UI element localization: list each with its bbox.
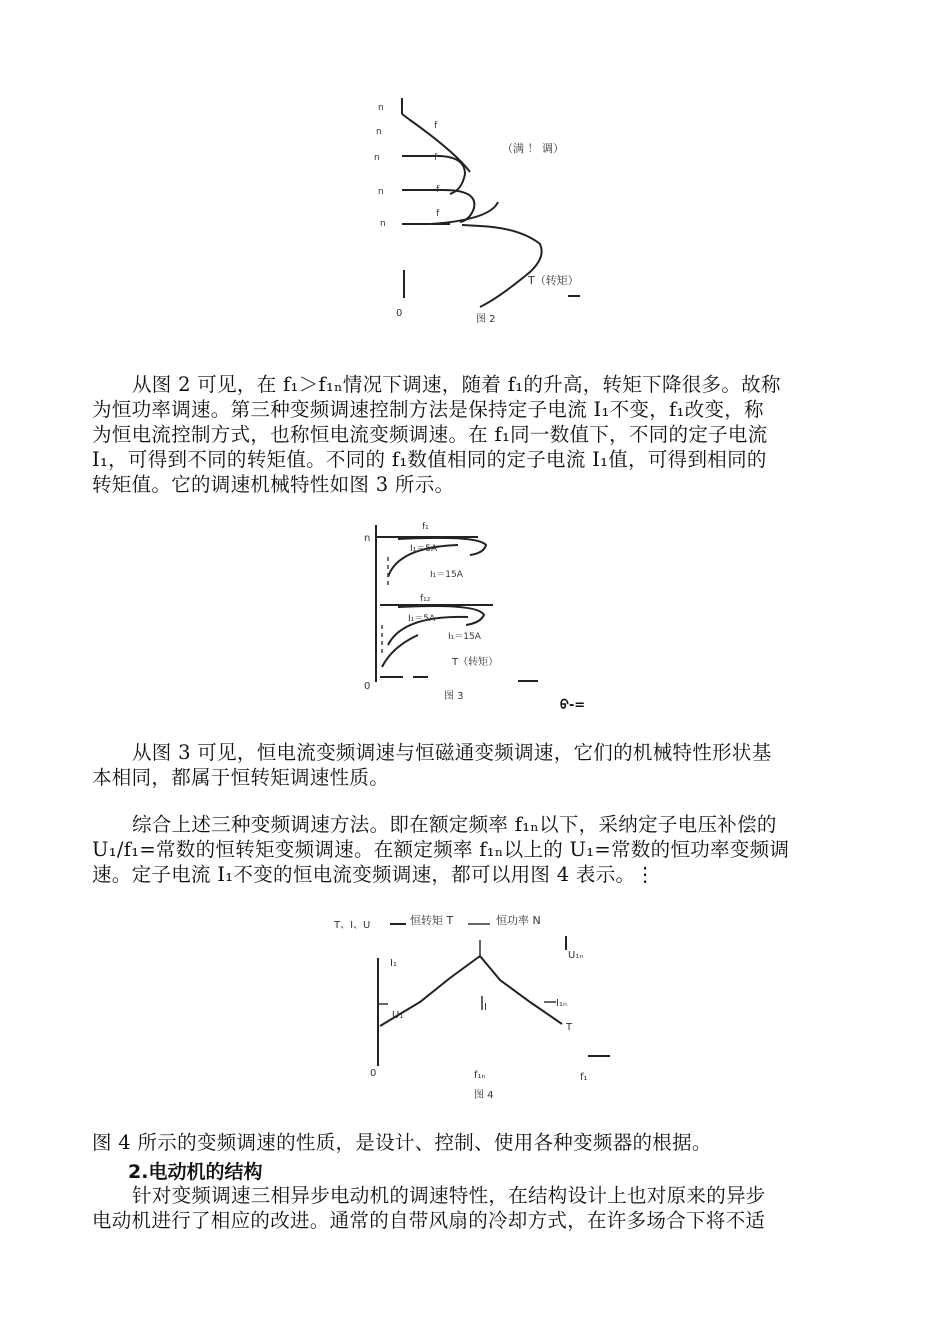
figure-2 [370,92,620,332]
fig4-label-iin: I₁ₙ [556,998,567,1009]
figure-3 [358,517,618,717]
fig2-axis-n4: n [378,187,384,197]
fig3-curve-label-3: f₁₂ [420,594,431,604]
paragraph-4-line: 图 4 所示的变频调速的性质，是设计、控制、使用各种变频器的根据。 [92,1131,712,1154]
section-heading: 2.电动机的结构 [128,1161,263,1183]
fig3-curve-label-5: I₁＝15A [448,632,481,642]
fig2-origin: 0 [396,308,403,319]
fig3-caption: 图 3 [444,691,464,702]
paragraph-4 [92,1130,860,1155]
section-paragraph-line: 针对变频调速三相异步电动机的调速特性，在结构设计上也对原来的异步 [132,1184,766,1207]
paragraph-1-line: 为恒电流控制方式，也称恒电流变频调速。在 f₁同一数值下，不同的定子电流 [92,423,768,446]
fig4-region-right: 恒功率 N [496,914,541,927]
fig2-torque-label: T（转矩） [528,274,579,287]
paragraph-1-line: 转矩值。它的调速机械特性如图 3 所示。 [92,473,455,496]
fig2-curve-f4: f [436,209,440,219]
paragraph-3-line: 综合上述三种变频调速方法。即在额定频率 f₁ₙ以下，采纳定子电压补偿的 [132,813,777,836]
fig4-axis-label: T、I、U [334,920,371,931]
figure-4-curves [378,924,610,1066]
fig4-label-u1: U₁ [392,1010,404,1021]
fig2-curve-f2: f [434,153,438,163]
fig3-f-top: f₁ [422,522,429,532]
fig2-curve-f3: f [436,185,440,195]
fig2-axis-n5: n [380,219,386,229]
paragraph-1-line: 从图 2 可见，在 f₁＞f₁ₙ情况下调速，随着 f₁的升高，转矩下降很多。故称 [132,373,781,396]
fig2-axis-n1: n [378,103,384,113]
fig3-origin: 0 [364,681,371,692]
fig4-label-t: T [566,1022,573,1033]
fig2-curve-f1: f [434,121,438,131]
fig2-caption: 图 2 [476,314,496,325]
figure-4 [330,906,630,1106]
fig4-origin: 0 [370,1068,377,1079]
fig4-caption: 图 4 [474,1090,494,1101]
fig4-label-i: I [484,1002,487,1013]
fig3-torque-label: T（转矩） [452,657,499,668]
paragraph-1-line: 为恒功率调速。第三种变频调速控制方法是保持定子电流 I₁不变，f₁改变，称 [92,398,764,421]
fig2-axis-n2: n [376,127,382,137]
fig4-x-label-f1: f₁ [580,1072,588,1083]
fig4-label-i1: I₁ [390,958,397,969]
fig2-note: （满 ！ 调） [502,142,564,155]
paragraph-2 [92,740,860,790]
paragraph-2-line: 从图 3 可见，恒电流变频调速与恒磁通变频调速，它们的机械特性形状基 [132,741,772,764]
fig4-label-uin: U₁ₙ [568,950,584,961]
fig3-curve-label-4: I₁＝5A [408,614,436,624]
fig4-region-left: 恒转矩 T [410,914,454,927]
paragraph-3-line: U₁/f₁=常数的恒转矩变频调速。在额定频率 f₁ₙ以上的 U₁=常数的恒功率变频调 [92,838,790,861]
figure-4-lines [378,924,556,1010]
section-paragraph-line: 电动机进行了相应的改进。通常的自带风扇的冷却方式，在许多场合下将不适 [92,1209,766,1232]
fig3-curve-label-1: I₁＝5A [410,544,438,554]
fig4-x-label-fin: f₁ₙ [474,1070,486,1081]
paragraph-1-line: I₁，可得到不同的转矩值。不同的 f₁数值相同的定子电流 I₁值，可得到相同的 [92,448,767,471]
fig3-n-label: n [364,533,371,544]
fig3-mark: ᠪ-= [560,698,586,713]
paragraph-3-line: 速。定子电流 I₁不变的恒电流变频调速，都可以用图 4 表示。⋮ [92,863,656,886]
fig2-axis-n3: n [374,153,380,163]
paragraph-3 [92,812,860,887]
paragraph-2-line: 本相同，都属于恒转矩调速性质。 [92,766,390,789]
figure-3-dashes [382,557,388,657]
paragraph-1 [92,372,860,497]
fig3-curve-label-2: I₁＝15A [430,570,463,580]
section-paragraph [92,1183,860,1233]
